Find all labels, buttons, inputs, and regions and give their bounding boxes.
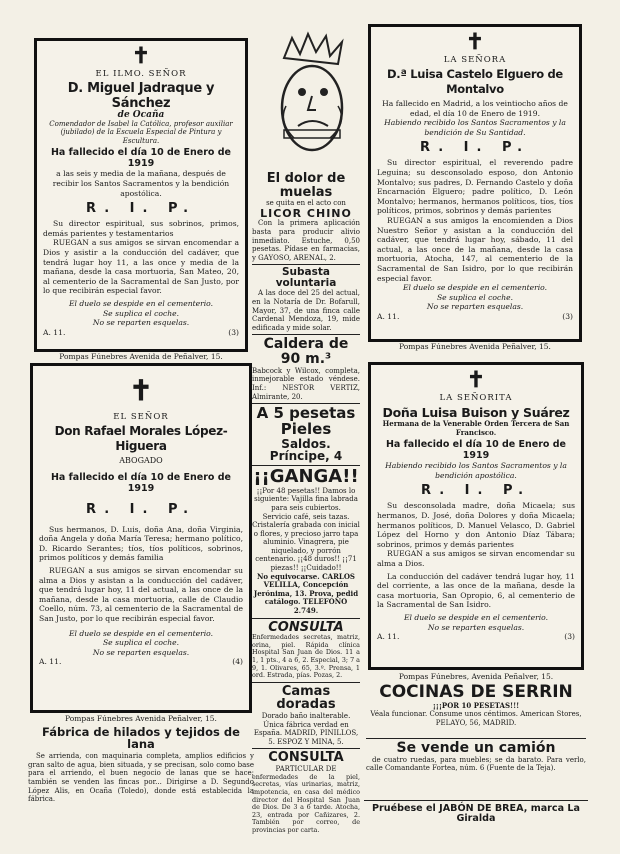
- rip-text: R. I. P.: [85, 501, 197, 517]
- cross-icon: ✝: [466, 367, 486, 393]
- notice-number: (4): [232, 657, 243, 667]
- request-text: RUEGAN a sus amigos la encomienden a Dios Nuestro Señor y asistan a la conducción del cadáver, que tendrá lugar hoy, sábado, 11 del actual, a las once de la mañana, desde la casa mortuoria, Atocha, 147, al cementerio de la Sacramental de San Isidro, por lo que recibirán especial favor.: [377, 215, 573, 283]
- deceased-description: Comendador de Isabel la Católica, profesor auxiliar (jubilado) de la Escuela Especial de Pintura y Escultura.: [49, 119, 233, 145]
- ad-ganga-heading: ¡¡GANGA!!: [253, 465, 359, 487]
- sacraments-text: Habiendo recibido los Santos Sacramentos y la bendición de Su Santidad.: [384, 118, 566, 137]
- obituary-morales: [30, 363, 252, 713]
- note-duelo: El duelo se despide en el cementerio.: [402, 283, 548, 293]
- note-coche: Se suplica el coche.: [436, 292, 514, 302]
- notice-title: LA SEÑORA: [443, 55, 507, 65]
- deceased-name: D. Miguel Jadraque y Sánchez: [67, 81, 215, 111]
- request-text: RUEGAN a sus amigos se sirvan encomendar su alma a Dios.: [377, 549, 575, 568]
- cross-icon: ✝: [465, 29, 485, 55]
- note-duelo: El duelo se despide en el cementerio.: [403, 612, 549, 622]
- ad-ganga-body-3: No equivocarse. CARLOS VELILLA, Concepción Jerónima, 13. Prova, pedid catálogo. TELEFONO 2.749.: [253, 571, 359, 616]
- obituary-castelo: [368, 24, 582, 342]
- note-esquelas: No se reparten esquelas.: [426, 302, 524, 312]
- note-coche: Se suplica el coche.: [102, 638, 180, 648]
- note-duelo: El duelo se despide en el cementerio.: [68, 628, 214, 638]
- obituary-buison: [368, 362, 584, 670]
- notice-ref: A. 11.: [39, 657, 62, 667]
- note-coche: Se suplica el coche.: [102, 308, 180, 318]
- rip-text: R. I. P.: [420, 483, 532, 499]
- funeral-home-footer: Pompas Fúnebres Avenida Peñalver, 15.: [399, 342, 551, 351]
- notice-number: (3): [564, 632, 575, 642]
- note-esquelas: No se reparten esquelas.: [427, 622, 525, 632]
- ad-pieles-sub: Saldos. Príncipe, 4: [269, 436, 343, 464]
- ad-camion-body: de cuatro ruedas, para muebles; se da barato. Para verlo, calle Comandante Fortea, núm. 6 (Fuente de la Teja).: [366, 755, 586, 773]
- ad-fabrica-body: Se arrienda, con maquinaria completa, amplios edificios y gran salto de agua, bien situada, y se precisan, solo como base para el arriendo, el buen negocio de lanas que se hace; también se venden las fincas por... Dirigirse a D. Segundo López Alis, en Ocaña (Toledo), donde está establecida la fábrica.: [28, 752, 254, 804]
- caricature-face-illustration: [264, 30, 360, 170]
- request-text: RUEGAN a sus amigos se sirvan encomendar a Dios y asistir a la conducción del cadáver, que tendrá lugar hoy 11, a las once y media de la mañana, desde la casa mortuoria, San Mateo, 20, al cementerio de la Sacramental de San Justo, por lo que recibirán especial favor.: [43, 238, 239, 296]
- mourners: Su director espiritual, sus sobrinos, primos, demás parientes y testamentarios: [43, 219, 239, 238]
- ad-muelas-body: Con la primera aplicación basta para producir alivio inmediato. Estuche, 0,50 pesetas. Pídase en farmacias, y GAYOSO, ARENAL, 2.: [252, 219, 360, 262]
- ad-camas-heading: Camas doradas: [276, 683, 336, 713]
- ad-jabon-text: Pruébese el JABÓN DE BREA, marca La Giralda: [372, 803, 580, 825]
- ad-muelas-sub: se quita en el acto con: [266, 199, 346, 208]
- deceased-name: Don Rafael Morales López-Higuera: [54, 424, 228, 453]
- death-date: Ha fallecido el día 10 de Enero de 1919: [50, 471, 231, 494]
- ad-camas-body: Dorado baño inalterable. Única fábrica verdad en España. MADRID, PINILLOS, 5. ESPOZ Y MINA, 5.: [253, 712, 359, 746]
- ad-subasta-heading: Subasta voluntaria: [275, 266, 337, 290]
- notice-ref: A. 11.: [377, 311, 400, 321]
- funeral-home-footer: Pompas Fúnebres Avenida de Peñalver, 15.: [59, 352, 223, 361]
- notice-title: EL ILMO. SEÑOR: [95, 69, 187, 79]
- ad-fabrica: [28, 726, 254, 826]
- cross-icon: ✝: [131, 43, 151, 69]
- funeral-home-footer: Pompas Fúnebres, Avenida Peñalver, 15.: [398, 672, 554, 681]
- deceased-profession: ABOGADO: [119, 456, 163, 465]
- center-column: [252, 26, 360, 834]
- death-date: Ha fallecido en Madrid, a los veintiocho años de edad, el día 10 de Enero de 1919.: [382, 99, 568, 118]
- death-date: Ha fallecido el día 10 de Enero de 1919: [50, 147, 231, 170]
- mourners: Sus hermanos, D. Luis, doña Ana, doña Virginia, doña Angela y doña María Teresa; hermano político, D. Ricardo Serantes; tíos, tíos políticos, sobrinos, primos políticos y demás familia: [39, 524, 243, 563]
- ad-jabon: [364, 800, 588, 825]
- note-esquelas: No se reparten esquelas.: [92, 647, 190, 657]
- ad-caldera-heading: Caldera de 90 m.³: [263, 336, 349, 368]
- ad-consulta2-heading: CONSULTA: [268, 750, 344, 766]
- ad-cocinas-heading: COCINAS DE SERRIN: [379, 682, 573, 702]
- ad-muelas-brand: LICOR CHINO: [260, 206, 352, 220]
- rip-text: R. I. P.: [85, 201, 197, 217]
- request-text: RUEGAN a sus amigos se sirvan encomendar su alma a Dios y asistan a la conducción del cadáver, que tendrá lugar hoy, 11 del actual, a las once de la mañana, desde la casa mortuoria, calle de Claudio Coello, núm. 73, al cementerio de la Sacramental de San Justo, por lo que recibirán especial favor.: [39, 565, 243, 623]
- ad-consulta2-sub: PARTICULAR DE: [275, 765, 337, 774]
- ad-pieles-heading: A 5 pesetas Pieles: [256, 404, 356, 438]
- ad-caldera-body: Babcock y Wilcox, completa, inmejorable estado véndese. Inf.: NESTOR VERTIZ, Almirante, 20.: [252, 366, 360, 401]
- ad-cocinas: [366, 684, 586, 736]
- notice-ref: A. 11.: [377, 632, 400, 642]
- note-duelo: El duelo se despide en el cementerio.: [68, 298, 214, 308]
- note-esquelas: No se reparten esquelas.: [92, 318, 190, 328]
- sacraments-text: Habiendo recibido los Santos Sacramentos y la bendición apostólica.: [385, 461, 567, 480]
- ad-ganga-body-1: ¡¡Por 48 pesetas!! Damos lo siguiente: Vajilla fina labrada para seis cubiertos.: [254, 486, 358, 512]
- ad-camion: [366, 738, 586, 798]
- cross-icon: ✝: [129, 374, 153, 407]
- notice-title: LA SEÑORITA: [439, 393, 513, 403]
- notice-ref: A. 11.: [43, 327, 66, 337]
- death-time: a las seis y media de la mañana, después de recibir los Santos Sacramentos y la bendición apostólica.: [52, 169, 230, 198]
- notice-number: (3): [228, 327, 239, 337]
- ad-consulta2-body: enfermedades de la piel, secretas, vías urinarias, matriz, impotencia, en casa del médico director del Hospital San Juan de Dios. De 3 a 6 tarde. Atocha, 23, entrada por Cañizares, 2. También por correo, de provincias por carta.: [252, 772, 360, 834]
- notice-title: EL SEÑOR: [113, 412, 169, 422]
- ad-ganga-body-2: Servicio café, seis tazas. Cristalería grabada con inicial o flores, y precioso jarro tapa aluminio. Vinagrera, pie niquelado, y porrón centenario. ¡¡48 duros!! ¡¡71 piezas!! ¡¡Cuidado!!: [252, 512, 360, 573]
- obituary-jadraque: [34, 38, 248, 352]
- ad-cocinas-sub: ¡¡¡POR 10 PESETAS!!!: [432, 700, 520, 710]
- ad-cocinas-body: Véala funcionar. Consume unos céntimos. American Stores, PELAYO, 56, MADRID.: [370, 710, 582, 728]
- deceased-name: D.ª Luisa Castelo Elguero de Montalvo: [387, 67, 563, 96]
- funeral-home-footer: Pompas Fúnebres Avenida Peñalver, 15.: [65, 714, 217, 723]
- deceased-place: de Ocaña: [117, 110, 165, 120]
- ad-subasta-body: A las doce del 25 del actual, en la Notaría de Dr. Bofarull, Mayor, 37, de una finca calle Cardenal Mendoza, 19, mide edificada y mide solar.: [252, 289, 360, 332]
- ad-muelas-heading: El dolor de muelas: [266, 171, 346, 200]
- rip-text: R. I. P.: [419, 140, 531, 156]
- religious-order: Hermana de la Venerable Orden Tercera de San Francisco.: [382, 419, 570, 437]
- mourners: Su director espiritual, el reverendo padre Leguina; su desconsolado esposo, don Antonio Montalvo; sus padres, D. Fernando Castelo y doña Encarnación Elguero; padre político, D. León Montalvo; hermanos, hermanos políticos, tíos, tíos políticos, primos, sobrinos y demás parientes: [377, 158, 573, 216]
- mourners: Su desconsolada madre, doña Micaela; sus hermanos, D. José, doña Dolores y doña Micaela; hermanos políticos, D. Manuel Velasco, D. Gabriel López del Horno y don Antonio Díaz Tábara; sobrinos, primos y demás parientes: [377, 501, 575, 549]
- notice-number: (3): [562, 311, 573, 321]
- death-date: Ha fallecido el día 10 de Enero de 1919: [385, 439, 566, 462]
- ad-consulta1-heading: CONSULTA: [268, 619, 344, 635]
- ad-consulta1-body: Enfermedades secretas, matriz, orina, piel. Rápida clínica Hospital San Juan de Dios. 11 a 1, 1 pts., 4 a 6, 2. Especial, 3; 7 a 9, 1. Olivares, 65, 3.º. Prensa, 1 ord. Estrada, pías. Pozas, 2.: [252, 633, 360, 680]
- deceased-name: Doña Luisa Buison y Suárez: [382, 405, 570, 420]
- ad-camion-heading: Se vende un camión: [396, 740, 556, 756]
- conduction-text: La conducción del cadáver tendrá lugar hoy, 11 del corriente, a las once de la mañana, desde la casa mortuoria, San Opropio, 6, al cementerio de la Sacramental de San Isidro.: [377, 571, 575, 610]
- ad-fabrica-heading: Fábrica de hilados y tejidos de lana: [42, 725, 240, 752]
